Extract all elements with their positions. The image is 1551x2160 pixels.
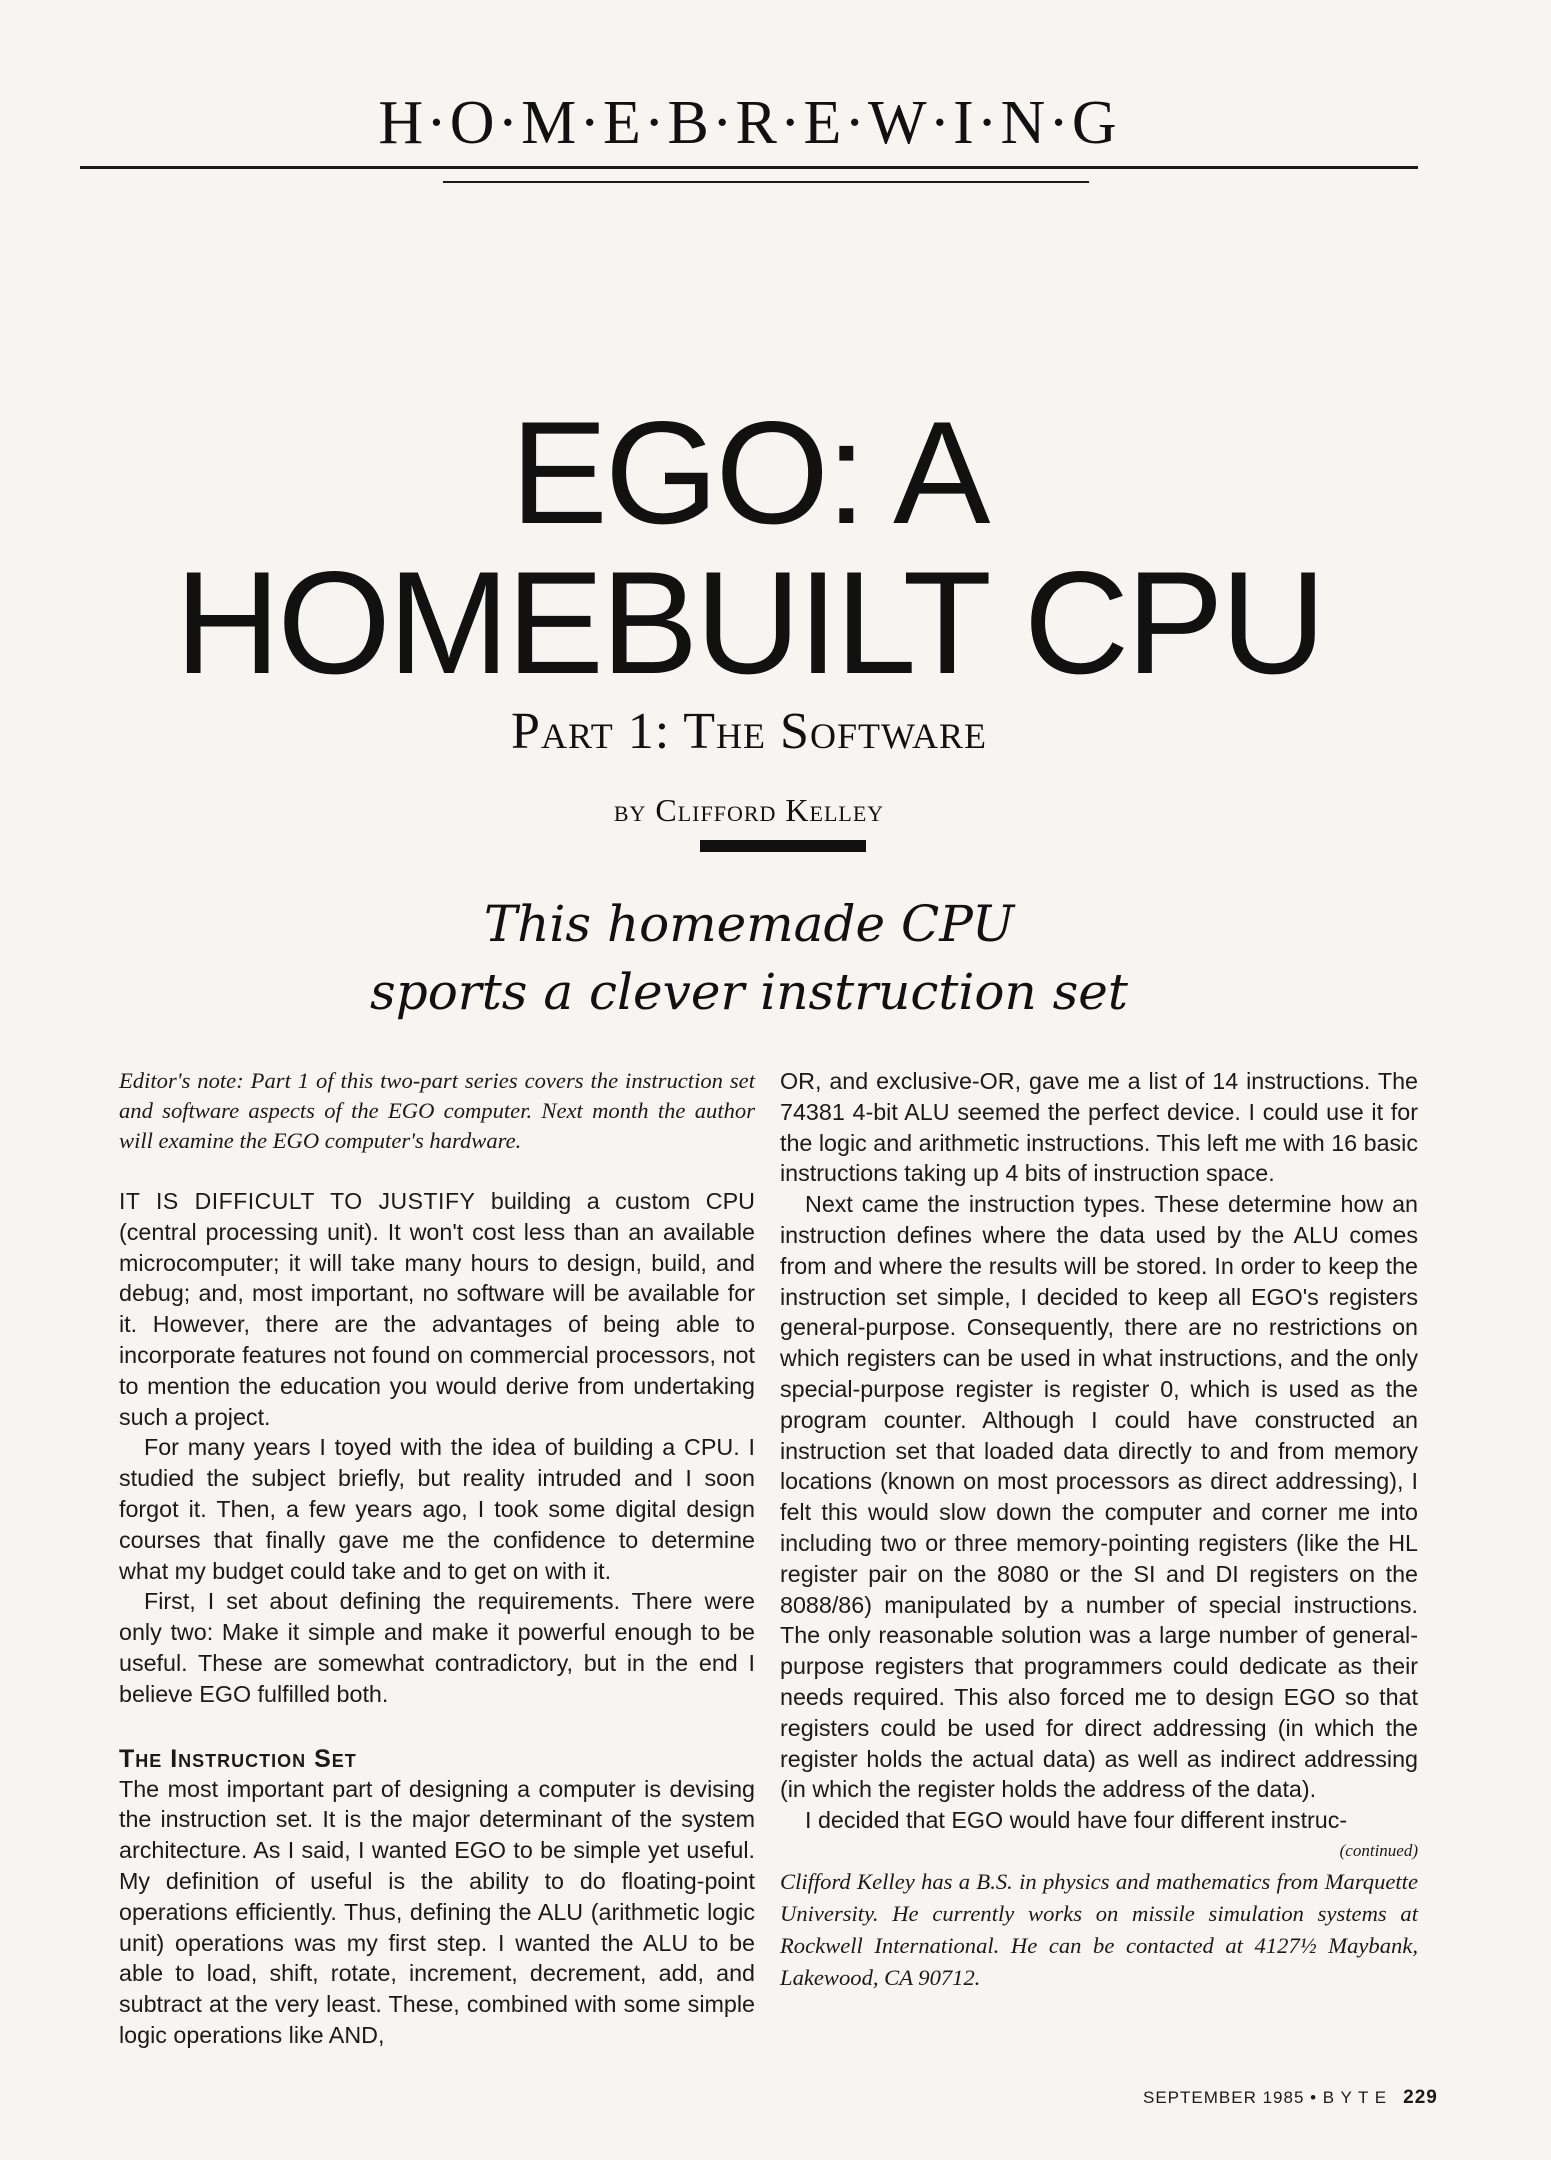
deck-line-1: This homemade CPU [483,895,1015,953]
section-header: H·O·M·E·B·R·E·W·I·N·G [378,89,1120,157]
paragraph-2: For many years I toyed with the idea of building a CPU. I studied the subject briefly, but reality intruded and I soon forgot it. Then, a few years ago, I took some digital design courses that finally gave me the confidence to determine what my budget could take and to get on with it. [119,1434,755,1584]
article-title [80,391,1418,704]
paragraph-7: I decided that EGO would have four different instruc- [805,1807,1348,1834]
title-line-1: EGO: A [510,391,988,554]
article-deck [80,890,1418,1026]
author-bio: Clifford Kelley has a B.S. in physics and mathematics from Marquette University. He currently works on missile simulation systems at Rockwell International. He can be contacted at 4127½ Maybank, Lakewood, CA 90712. [780,1868,1418,1990]
editor-note: Editor's note: Part 1 of this two-part series covers the instruction set and software aspects of the EGO computer. Next month the author will examine the EGO computer's hardware. [119,1068,755,1153]
byline: by Clifford Kelley [613,792,885,828]
paragraph-6: Next came the instruction types. These determine how an instruction defines where the data used by the ALU comes from and where the results will be stored. In order to keep the instruction set simple, I decided to keep all EGO's registers general-purpose. Consequently, there are no restrictions on which registers can be used in what instructions, and the only special-purpose register is register 0, which is used as the program counter. Although I could have constructed an instruction set that loaded data directly to and from memory locations (known on most processors as direct addressing), I felt this would slow down the computer and corner me into including two or three memory-pointing registers (like the HL register pair on the 8080 or the SI and DI registers on the 8088/86) manipulated by a number of special instructions. The only reasonable solution was a large number of general-purpose registers that programmers could dedicate as their needs required. This also forced me to design EGO so that registers could be used for direct addressing (in which the register holds the actual data) as well as indirect addressing (in which the register holds the address of the data). [780,1191,1418,1803]
article-subtitle: Part 1: The Software [511,703,987,760]
paragraph-5: OR, and exclusive-OR, gave me a list of 14 instructions. The 74381 4-bit ALU seemed the perfect device. I could use it for the logic and arithmetic instructions. This left me with 16 basic instructions taking up 4 bits of instruction space. [780,1068,1418,1187]
lead-in: IT IS DIFFICULT TO JUSTIFY [119,1188,476,1214]
page-number: 229 [1403,2087,1438,2108]
section-subhead: The Instruction Set [119,1744,357,1773]
byline-divider [700,840,866,852]
header-rule-thick [80,166,1418,169]
continued-note: (continued) [1339,1840,1418,1860]
paragraph-4: The most important part of designing a computer is devising the instruction set. It is the major determinant of the system architecture. As I said, I wanted EGO to be simple yet useful. My definition of useful is the ability to do floating-point operations efficiently. Thus, defining the ALU (arithmetic logic unit) operations was my first step. I wanted the ALU to be able to load, shift, rotate, increment, decrement, add, and subtract at the very least. These, combined with some simple logic operations like AND, [119,1775,755,2048]
page-footer [1143,2087,1438,2109]
paragraph-1-text: building a custom CPU (central processing unit). It won't cost less than an available microcomputer; it will take many hours to design, build, and debug; and, most important, no software will be available for it. However, there are the advantages of being able to incorporate features not found on commercial processors, not to mention the education you would derive from undertaking such a project. [119,1188,755,1430]
header-rule-thin [443,181,1089,183]
footer-issue: SEPTEMBER 1985 • B Y T E [1143,2088,1388,2107]
paragraph-1 [119,1186,755,1432]
column-left [119,1066,755,2051]
paragraph-3: First, I set about defining the requirements. There were only two: Make it simple and make it powerful enough to be useful. These are somewhat contradictory, but in the end I believe EGO fulfilled both. [119,1588,755,1707]
column-right [780,1066,1418,1994]
deck-line-2: sports a clever instruction set [370,963,1128,1021]
title-line-2: HOMEBUILT CPU [174,541,1324,704]
